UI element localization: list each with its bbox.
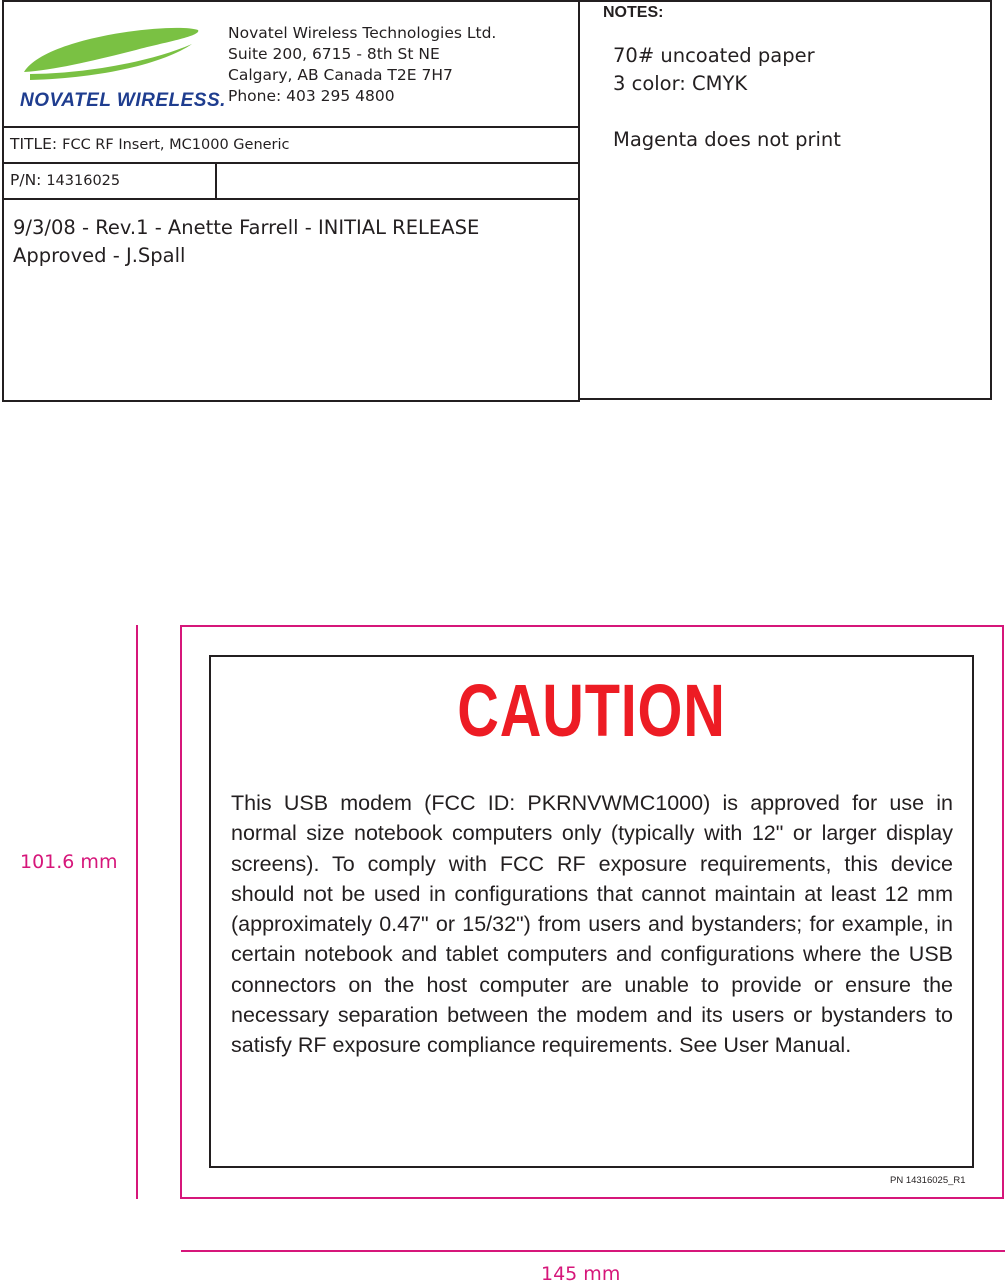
company-phone: Phone: 403 295 4800: [228, 87, 395, 105]
notes-label: NOTES:: [603, 4, 664, 21]
title-divider: [2, 126, 580, 128]
address-street: Suite 200, 6715 - 8th St NE: [228, 45, 440, 63]
title-label: TITLE:: [10, 135, 58, 153]
height-dimension-line: [136, 625, 138, 1199]
pn-value: 14316025: [46, 173, 121, 189]
pn-row: [10, 171, 120, 189]
pn-label: P/N:: [10, 171, 42, 189]
company-address: [228, 23, 496, 107]
pn-cell-divider: [215, 162, 217, 200]
note-line: 3 color: CMYK: [613, 72, 748, 95]
revision-line: 9/3/08 - Rev.1 - Anette Farrell - INITIAL RELEASE: [13, 216, 480, 239]
title-row: [10, 135, 290, 153]
width-dimension-label: 145 mm: [541, 1263, 621, 1285]
revision-divider: [2, 198, 580, 200]
insert-part-number: PN 14316025_R1: [890, 1175, 966, 1186]
height-dimension-label: 101.6 mm: [20, 851, 118, 873]
logo-wordmark: NOVATEL WIRELESS.: [20, 90, 226, 111]
title-value: FCC RF Insert, MC1000 Generic: [62, 137, 290, 153]
address-city: Calgary, AB Canada T2E 7H7: [228, 66, 453, 84]
note-line: [613, 98, 841, 126]
width-dimension-line: [181, 1250, 1005, 1252]
caution-heading: CAUTION: [457, 669, 726, 752]
pn-divider: [2, 162, 580, 164]
notes-list: [613, 42, 841, 154]
approval-line: Approved - J.Spall: [13, 244, 186, 267]
note-line: 70# uncoated paper: [613, 44, 815, 67]
revision-history: [13, 214, 479, 270]
caution-text: This USB modem (FCC ID: PKRNVWMC1000) is approved for use in normal size notebook computers only (typically with 12" or larger display screens). To comply with FCC RF exposure requirements, this device should not be used in configurations that cannot maintain at least 12 mm (approximately 0.47" or 15/32") from users and bystanders; for example, in certain notebook and tablet computers and configurations where the USB connectors on the host computer are unable to provide or ensure the necessary separation between the modem and its users or bystanders to satisfy RF exposure compliance requirements. See User Manual.: [231, 791, 953, 1058]
note-line: Magenta does not print: [613, 128, 841, 151]
company-name: Novatel Wireless Technologies Ltd.: [228, 24, 497, 42]
